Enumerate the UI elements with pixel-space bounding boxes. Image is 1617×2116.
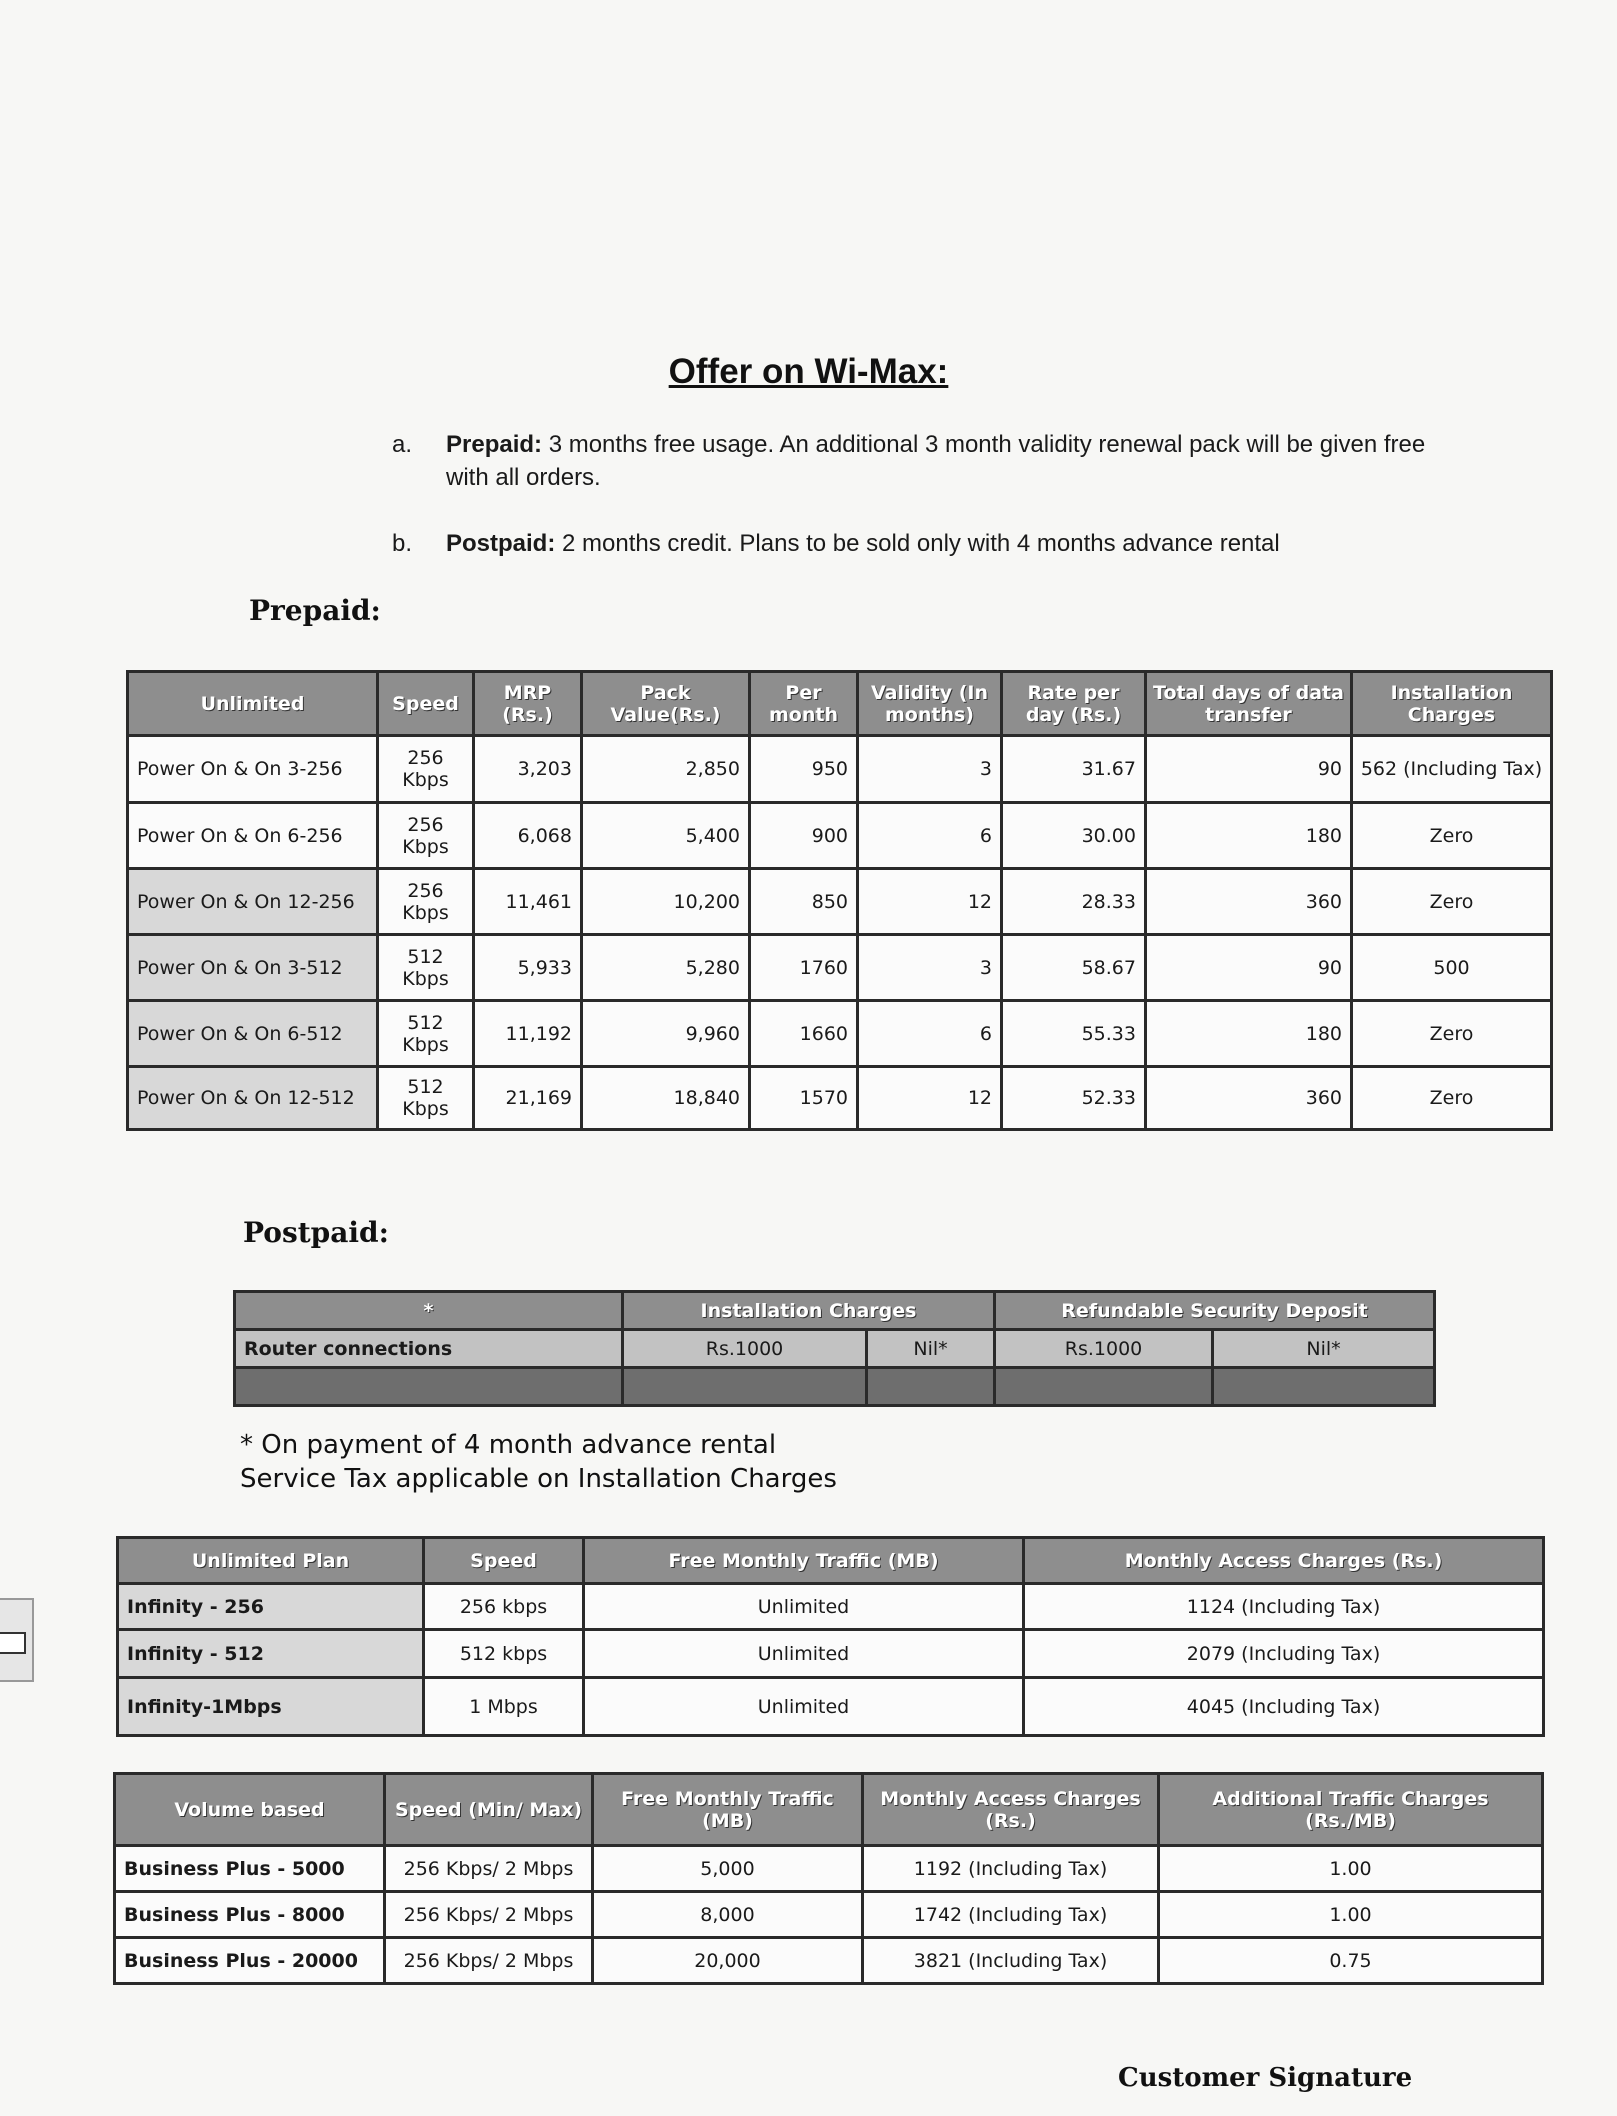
empty-cell xyxy=(623,1368,867,1406)
traffic-cell: 8,000 xyxy=(593,1892,863,1938)
days-cell: 90 xyxy=(1146,935,1352,1001)
deposit-cell: Rs.1000 xyxy=(995,1330,1213,1368)
traffic-cell: Unlimited xyxy=(584,1584,1024,1630)
table-row xyxy=(235,1368,1435,1406)
header-cell: Pack Value(Rs.) xyxy=(582,672,750,736)
install-cell: Zero xyxy=(1352,803,1552,869)
speed-cell: 512 Kbps xyxy=(378,1067,474,1130)
per-month-cell: 1760 xyxy=(750,935,858,1001)
offer-text xyxy=(446,428,1442,494)
table-row xyxy=(128,1001,1552,1067)
pack-value-cell: 5,280 xyxy=(582,935,750,1001)
traffic-cell: Unlimited xyxy=(584,1630,1024,1678)
postpaid-heading: Postpaid: xyxy=(243,1216,389,1249)
header-cell: Refundable Security Deposit xyxy=(995,1292,1435,1330)
offer-body: 3 months free usage. An additional 3 month validity renewal pack will be given free with all orders. xyxy=(446,431,1426,491)
validity-cell: 6 xyxy=(858,1001,1002,1067)
table-row xyxy=(128,803,1552,869)
plan-name: Business Plus - 20000 xyxy=(115,1938,385,1984)
page-title: Offer on Wi-Max: xyxy=(668,352,949,391)
mrp-cell: 5,933 xyxy=(474,935,582,1001)
header-cell: Monthly Access Charges (Rs.) xyxy=(1024,1538,1544,1584)
validity-cell: 3 xyxy=(858,935,1002,1001)
offer-item-postpaid xyxy=(392,527,1442,560)
plan-name: Power On & On 6-512 xyxy=(128,1001,378,1067)
header-cell: Unlimited xyxy=(128,672,378,736)
offer-label: Postpaid: xyxy=(446,530,556,557)
days-cell: 180 xyxy=(1146,1001,1352,1067)
rate-cell: 58.67 xyxy=(1002,935,1146,1001)
table-row xyxy=(235,1330,1435,1368)
days-cell: 90 xyxy=(1146,736,1352,803)
header-cell: Total days of data transfer xyxy=(1146,672,1352,736)
empty-cell xyxy=(1213,1368,1435,1406)
speed-cell: 256 Kbps/ 2 Mbps xyxy=(385,1892,593,1938)
prepaid-table xyxy=(126,670,1553,1131)
binder-clip-mark xyxy=(0,1598,34,1682)
mrp-cell: 3,203 xyxy=(474,736,582,803)
header-cell: Per month xyxy=(750,672,858,736)
table-row xyxy=(128,1067,1552,1130)
pack-value-cell: 9,960 xyxy=(582,1001,750,1067)
speed-cell: 256 kbps xyxy=(424,1584,584,1630)
charges-cell: 4045 (Including Tax) xyxy=(1024,1678,1544,1736)
mrp-cell: 6,068 xyxy=(474,803,582,869)
header-cell: Installation Charges xyxy=(623,1292,995,1330)
table-row xyxy=(118,1630,1544,1678)
table-row xyxy=(118,1678,1544,1736)
plan-name: Infinity - 512 xyxy=(118,1630,424,1678)
plan-name: Power On & On 6-256 xyxy=(128,803,378,869)
charges-cell: 3821 (Including Tax) xyxy=(863,1938,1159,1984)
customer-signature-label: Customer Signature xyxy=(1118,2063,1413,2093)
traffic-cell: 5,000 xyxy=(593,1846,863,1892)
binder-clip-inner xyxy=(0,1632,26,1654)
install-charge-cell: Rs.1000 xyxy=(623,1330,867,1368)
rate-cell: 52.33 xyxy=(1002,1067,1146,1130)
rate-cell: 30.00 xyxy=(1002,803,1146,869)
additional-charge-cell: 1.00 xyxy=(1159,1846,1543,1892)
speed-cell: 256 Kbps xyxy=(378,803,474,869)
rate-cell: 28.33 xyxy=(1002,869,1146,935)
prepaid-heading: Prepaid: xyxy=(249,594,381,627)
unlimited-plans-table xyxy=(116,1536,1545,1737)
rate-cell: 55.33 xyxy=(1002,1001,1146,1067)
postpaid-header-row xyxy=(235,1292,1435,1330)
speed-cell: 512 kbps xyxy=(424,1630,584,1678)
header-cell: Speed (Min/ Max) xyxy=(385,1774,593,1846)
plan-name: Power On & On 3-256 xyxy=(128,736,378,803)
volume-header-row xyxy=(115,1774,1543,1846)
pack-value-cell: 18,840 xyxy=(582,1067,750,1130)
offer-item-prepaid xyxy=(392,428,1442,494)
table-row xyxy=(118,1584,1544,1630)
charges-cell: 1124 (Including Tax) xyxy=(1024,1584,1544,1630)
table-row xyxy=(128,736,1552,803)
offer-label: Prepaid: xyxy=(446,431,543,458)
plan-name: Business Plus - 8000 xyxy=(115,1892,385,1938)
install-cell: 500 xyxy=(1352,935,1552,1001)
mrp-cell: 11,461 xyxy=(474,869,582,935)
header-cell: * xyxy=(235,1292,623,1330)
validity-cell: 12 xyxy=(858,869,1002,935)
days-cell: 360 xyxy=(1146,1067,1352,1130)
header-cell: Validity (In months) xyxy=(858,672,1002,736)
header-cell: Unlimited Plan xyxy=(118,1538,424,1584)
traffic-cell: Unlimited xyxy=(584,1678,1024,1736)
row-label: Router connections xyxy=(235,1330,623,1368)
empty-cell xyxy=(995,1368,1213,1406)
speed-cell: 256 Kbps/ 2 Mbps xyxy=(385,1846,593,1892)
header-cell: Free Monthly Traffic (MB) xyxy=(584,1538,1024,1584)
header-cell: Rate per day (Rs.) xyxy=(1002,672,1146,736)
pack-value-cell: 5,400 xyxy=(582,803,750,869)
per-month-cell: 850 xyxy=(750,869,858,935)
plan-name: Business Plus - 5000 xyxy=(115,1846,385,1892)
validity-cell: 12 xyxy=(858,1067,1002,1130)
footnote-service-tax: Service Tax applicable on Installation Charges xyxy=(240,1464,837,1494)
header-cell: Additional Traffic Charges (Rs./MB) xyxy=(1159,1774,1543,1846)
table-row xyxy=(115,1846,1543,1892)
header-cell: Monthly Access Charges (Rs.) xyxy=(863,1774,1159,1846)
postpaid-table xyxy=(233,1290,1436,1407)
mrp-cell: 11,192 xyxy=(474,1001,582,1067)
offer-text xyxy=(446,527,1442,560)
rate-cell: 31.67 xyxy=(1002,736,1146,803)
offer-letter: a. xyxy=(392,431,413,458)
per-month-cell: 1570 xyxy=(750,1067,858,1130)
pack-value-cell: 10,200 xyxy=(582,869,750,935)
header-cell: Speed xyxy=(424,1538,584,1584)
plan-name: Power On & On 3-512 xyxy=(128,935,378,1001)
additional-charge-cell: 1.00 xyxy=(1159,1892,1543,1938)
empty-cell xyxy=(235,1368,623,1406)
header-cell: Free Monthly Traffic (MB) xyxy=(593,1774,863,1846)
per-month-cell: 900 xyxy=(750,803,858,869)
speed-cell: 1 Mbps xyxy=(424,1678,584,1736)
install-cell: Zero xyxy=(1352,1067,1552,1130)
header-cell: Installation Charges xyxy=(1352,672,1552,736)
install-cell: Zero xyxy=(1352,1001,1552,1067)
plan-name: Power On & On 12-512 xyxy=(128,1067,378,1130)
volume-plans-table xyxy=(113,1772,1544,1985)
footnote-advance-rental: * On payment of 4 month advance rental xyxy=(240,1430,777,1460)
install-cell: 562 (Including Tax) xyxy=(1352,736,1552,803)
table-row xyxy=(115,1892,1543,1938)
charges-cell: 1742 (Including Tax) xyxy=(863,1892,1159,1938)
pack-value-cell: 2,850 xyxy=(582,736,750,803)
speed-cell: 256 Kbps xyxy=(378,736,474,803)
days-cell: 180 xyxy=(1146,803,1352,869)
table-row xyxy=(128,869,1552,935)
days-cell: 360 xyxy=(1146,869,1352,935)
traffic-cell: 20,000 xyxy=(593,1938,863,1984)
header-cell: Volume based xyxy=(115,1774,385,1846)
charges-cell: 1192 (Including Tax) xyxy=(863,1846,1159,1892)
offer-body: 2 months credit. Plans to be sold only with 4 months advance rental xyxy=(555,530,1280,557)
table-row xyxy=(128,935,1552,1001)
speed-cell: 256 Kbps xyxy=(378,869,474,935)
plan-name: Infinity-1Mbps xyxy=(118,1678,424,1736)
per-month-cell: 1660 xyxy=(750,1001,858,1067)
per-month-cell: 950 xyxy=(750,736,858,803)
speed-cell: 256 Kbps/ 2 Mbps xyxy=(385,1938,593,1984)
plan-name: Infinity - 256 xyxy=(118,1584,424,1630)
unlimited-header-row xyxy=(118,1538,1544,1584)
header-cell: MRP (Rs.) xyxy=(474,672,582,736)
install-cell: Zero xyxy=(1352,869,1552,935)
install-charge-cell: Nil* xyxy=(867,1330,995,1368)
table-row xyxy=(115,1938,1543,1984)
offer-letter: b. xyxy=(392,530,413,557)
deposit-cell: Nil* xyxy=(1213,1330,1435,1368)
empty-cell xyxy=(867,1368,995,1406)
plan-name: Power On & On 12-256 xyxy=(128,869,378,935)
validity-cell: 6 xyxy=(858,803,1002,869)
mrp-cell: 21,169 xyxy=(474,1067,582,1130)
charges-cell: 2079 (Including Tax) xyxy=(1024,1630,1544,1678)
header-cell: Speed xyxy=(378,672,474,736)
validity-cell: 3 xyxy=(858,736,1002,803)
speed-cell: 512 Kbps xyxy=(378,935,474,1001)
prepaid-header-row xyxy=(128,672,1552,736)
speed-cell: 512 Kbps xyxy=(378,1001,474,1067)
additional-charge-cell: 0.75 xyxy=(1159,1938,1543,1984)
